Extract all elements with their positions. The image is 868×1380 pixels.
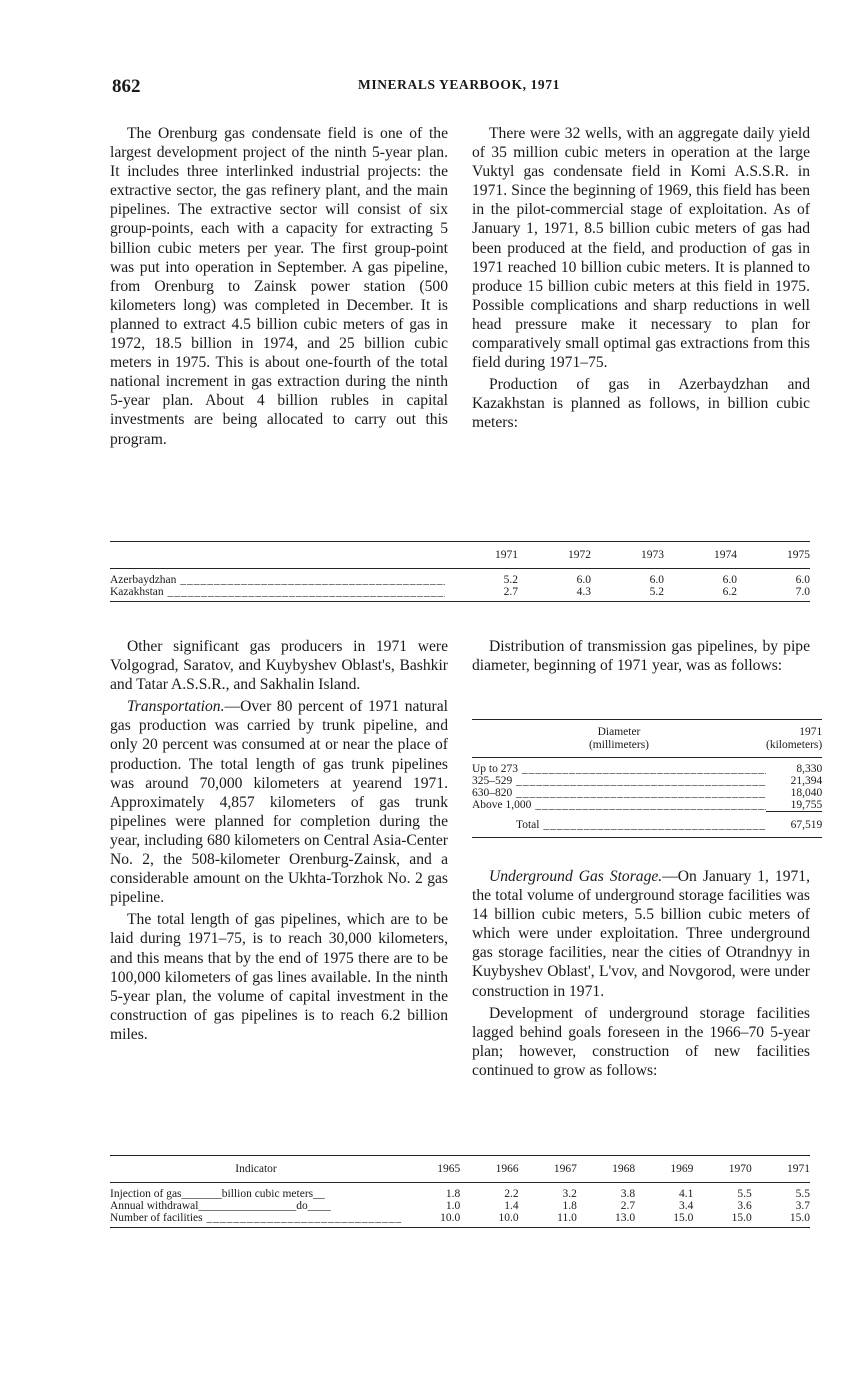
storage-year-header: 1969	[670, 1163, 694, 1175]
storage-year-header: 1966	[495, 1163, 519, 1175]
storage-heading: Underground Gas Storage.	[489, 868, 663, 885]
distribution-intro-paragraph: Distribution of transmission gas pipelines, by pipe diameter, beginning of 1971 year, was as follows:	[472, 638, 810, 675]
table-row	[110, 569, 810, 587]
row-label: 325–529 _____	[472, 775, 766, 787]
row-label: Azerbaydzhan _____	[110, 574, 445, 586]
diameter-header	[472, 720, 766, 758]
storage-table	[110, 1155, 810, 1228]
table-row	[472, 758, 822, 776]
total-row	[472, 812, 822, 838]
value-cell: 2.7	[620, 1200, 636, 1212]
production-year-header: 1973	[641, 549, 664, 561]
page-number: 862	[112, 76, 141, 97]
value-cell: 15.0	[673, 1212, 694, 1224]
transportation-paragraph	[110, 697, 448, 907]
row-label-cell	[472, 758, 766, 776]
kilometers-header	[766, 720, 822, 758]
row-label: 630–820 _____	[472, 787, 766, 799]
value-cell: 6.2	[722, 586, 737, 598]
value-cell: 19,755	[790, 799, 823, 811]
storage-year-header: 1965	[437, 1163, 461, 1175]
storage-year-header: 1967	[553, 1163, 577, 1175]
table-row	[472, 787, 822, 799]
value-cell: 11.0	[557, 1212, 577, 1224]
value-cell: 3.8	[620, 1188, 636, 1200]
value-cell: 3.4	[679, 1200, 694, 1212]
orenburg-paragraph: The Orenburg gas condensate field is one of the largest development project of the ninth 5-year plan. It includes three interlinked industrial projects: the extractive sector, the gas refinery plant, and the main pipelines. The extractive sector will consist of six group-points, each with a capacity for extracting 5 billion cubic meters per year. The first group-point was put into operation in September. A gas pipeline, from Orenburg to Zainsk power station (500 kilometers long) was completed in December. It is planned to extract 4.5 billion cubic meters of gas in 1972, 18.5 billion in 1974, and 25 billion cubic meters in 1975. This is about one-fourth of the total national increment in gas extraction during the ninth 5-year plan. About 4 billion rubles in capital investments are being allocated to carry out this program.	[110, 125, 448, 448]
value-cell: 1.0	[445, 1200, 461, 1212]
value-cell: 6.0	[649, 574, 664, 586]
production-intro-paragraph: Production of gas in Azerbaydzhan and Kazakhstan is planned as follows, in billion cubic meters:	[472, 376, 810, 432]
row-label-cell	[472, 775, 766, 787]
diameter-table	[472, 719, 822, 838]
total-value: 67,519	[766, 812, 822, 838]
storage-column	[472, 867, 810, 1080]
storage-year-header: 1970	[728, 1163, 752, 1175]
row-label-cell	[110, 1183, 402, 1201]
vuktyl-paragraph: There were 32 wells, with an aggregate daily yield of 35 million cubic meters in operation at the large Vuktyl gas condensate field in Komi A.S.S.R. in 1971. Since the beginning of 1969, this field has been in the pilot-commercial stage of exploitation. As of January 1, 1971, 8.5 billion cubic meters of gas had been produced at the field, and production of gas in 1971 reached 10 billion cubic meters. It is planned to produce 15 billion cubic meters at this field in 1975. Possible complications and sharp reductions in well head pressure make it necessary to plan for comparatively small optimal gas extractions from this field during 1971–75.	[472, 125, 810, 372]
transportation-heading: Transportation.	[127, 698, 225, 716]
value-cell: 3.2	[562, 1188, 577, 1200]
value-cell: 5.2	[649, 586, 664, 598]
table-row	[110, 1200, 810, 1212]
row-label: Kazakhstan _____	[110, 586, 445, 598]
value-cell: 1.4	[504, 1200, 519, 1212]
value-cell: 6.0	[795, 574, 810, 586]
indicator-header: Indicator	[235, 1163, 277, 1175]
table-row	[472, 775, 822, 787]
value-cell: 6.0	[576, 574, 591, 586]
value-cell: 13.0	[615, 1212, 636, 1224]
value-cell: 18,040	[790, 787, 823, 799]
value-cell: 10.0	[440, 1212, 461, 1224]
row-label: Number of facilities _____	[110, 1212, 402, 1224]
row-label: Up to 273 _____	[472, 763, 766, 775]
production-table	[110, 541, 810, 602]
value-cell: 8,330	[796, 763, 823, 775]
total-label-cell	[472, 812, 766, 838]
production-year-header: 1975	[787, 549, 810, 561]
storage-header-row	[110, 1156, 810, 1183]
row-label-cell	[110, 586, 445, 602]
value-cell: 5.5	[795, 1188, 810, 1200]
storage-year-header: 1968	[612, 1163, 636, 1175]
row-label-cell	[110, 1212, 402, 1228]
storage-year-header: 1971	[787, 1163, 810, 1175]
development-paragraph: Development of underground storage facilities lagged behind goals foreseen in the 1966–70 5-year plan; however, construction of new facilities continued to grow as follows:	[472, 1004, 810, 1079]
pipeline-length-paragraph: The total length of gas pipelines, which are to be laid during 1971–75, is to reach 30,000 kilometers, and this means that by the end of 1975 there are to be 100,000 kilometers of gas lines available. In the ninth 5-year plan, the volume of capital investment in the construction of gas pipelines is to reach 6.2 billion miles.	[110, 911, 448, 1043]
vuktyl-column	[472, 124, 810, 433]
value-cell: 10.0	[498, 1212, 519, 1224]
orenburg-column	[110, 124, 448, 449]
kilometers-header-line2: (kilometers)	[766, 739, 823, 751]
row-label: Injection of gas_______billion cubic meters__	[110, 1188, 325, 1200]
total-label: Total _____	[516, 819, 766, 831]
table-row	[110, 1212, 810, 1228]
value-cell: 3.6	[737, 1200, 752, 1212]
row-label: Above 1,000 _____	[472, 799, 766, 811]
production-year-header: 1974	[714, 549, 737, 561]
value-cell: 1.8	[445, 1188, 461, 1200]
table-row	[472, 799, 822, 812]
value-cell: 21,394	[790, 775, 823, 787]
value-cell: 1.8	[562, 1200, 577, 1212]
row-label-cell	[472, 799, 766, 812]
value-cell: 3.7	[795, 1200, 810, 1212]
transportation-text: —Over 80 percent of 1971 natural gas production was carried by trunk pipeline, and only 20 percent was consumed at or near the place of production. The total length of gas trunk pipelines was around 70,000 kilometers at yearend 1971. Approximately 4,857 kilometers of gas trunk pipelines were planned for completion during the year, including 680 kilometers on Central Asia-Center No. 2, the 508-kilometer Orenburg-Zainsk, and a considerable amount on the Ukhta-Torzhok No. 2 gas pipeline.	[110, 698, 448, 907]
running-head: MINERALS YEARBOOK, 1971	[358, 77, 560, 92]
value-cell: 6.0	[722, 574, 737, 586]
production-stub-header	[110, 542, 445, 569]
diameter-header-line1: Diameter	[597, 726, 641, 738]
row-label-cell	[110, 1200, 402, 1212]
storage-text: —On January 1, 1971, the total volume of underground storage facilities was 14 billion cubic meters, 5.5 billion cubic meters of which were under exploitation. Three underground gas storage facilities, near the cities of Otrandnyy in Kuybyshev Oblast', L'vov, and Novgorod, were under construction in 1971.	[472, 868, 811, 1000]
value-cell: 15.0	[731, 1212, 752, 1224]
row-label-cell	[472, 787, 766, 799]
value-cell: 5.2	[503, 574, 518, 586]
production-header-row	[110, 542, 810, 569]
production-year-header: 1971	[495, 549, 518, 561]
value-cell: 5.5	[737, 1188, 752, 1200]
row-label: Annual withdrawal_________________do____	[110, 1200, 331, 1212]
value-cell: 15.0	[789, 1212, 810, 1224]
diameter-header-row	[472, 720, 822, 758]
value-cell: 7.0	[795, 586, 810, 598]
row-label-cell	[110, 569, 445, 587]
table-row	[110, 1183, 810, 1201]
value-cell: 2.7	[503, 586, 518, 598]
value-cell: 4.1	[679, 1188, 694, 1200]
production-year-header: 1972	[568, 549, 591, 561]
table-row	[110, 586, 810, 602]
diameter-header-line2: (millimeters)	[588, 739, 650, 751]
transportation-column	[110, 637, 448, 1044]
value-cell: 4.3	[576, 586, 591, 598]
other-producers-paragraph: Other significant gas producers in 1971 were Volgograd, Saratov, and Kuybyshev Oblast's, Bashkir and Tatar A.S.S.R., and Sakhalin Island.	[110, 638, 448, 694]
distribution-column	[472, 637, 810, 675]
storage-paragraph	[472, 867, 810, 1001]
value-cell: 2.2	[504, 1188, 519, 1200]
kilometers-header-line1: 1971	[799, 726, 823, 738]
